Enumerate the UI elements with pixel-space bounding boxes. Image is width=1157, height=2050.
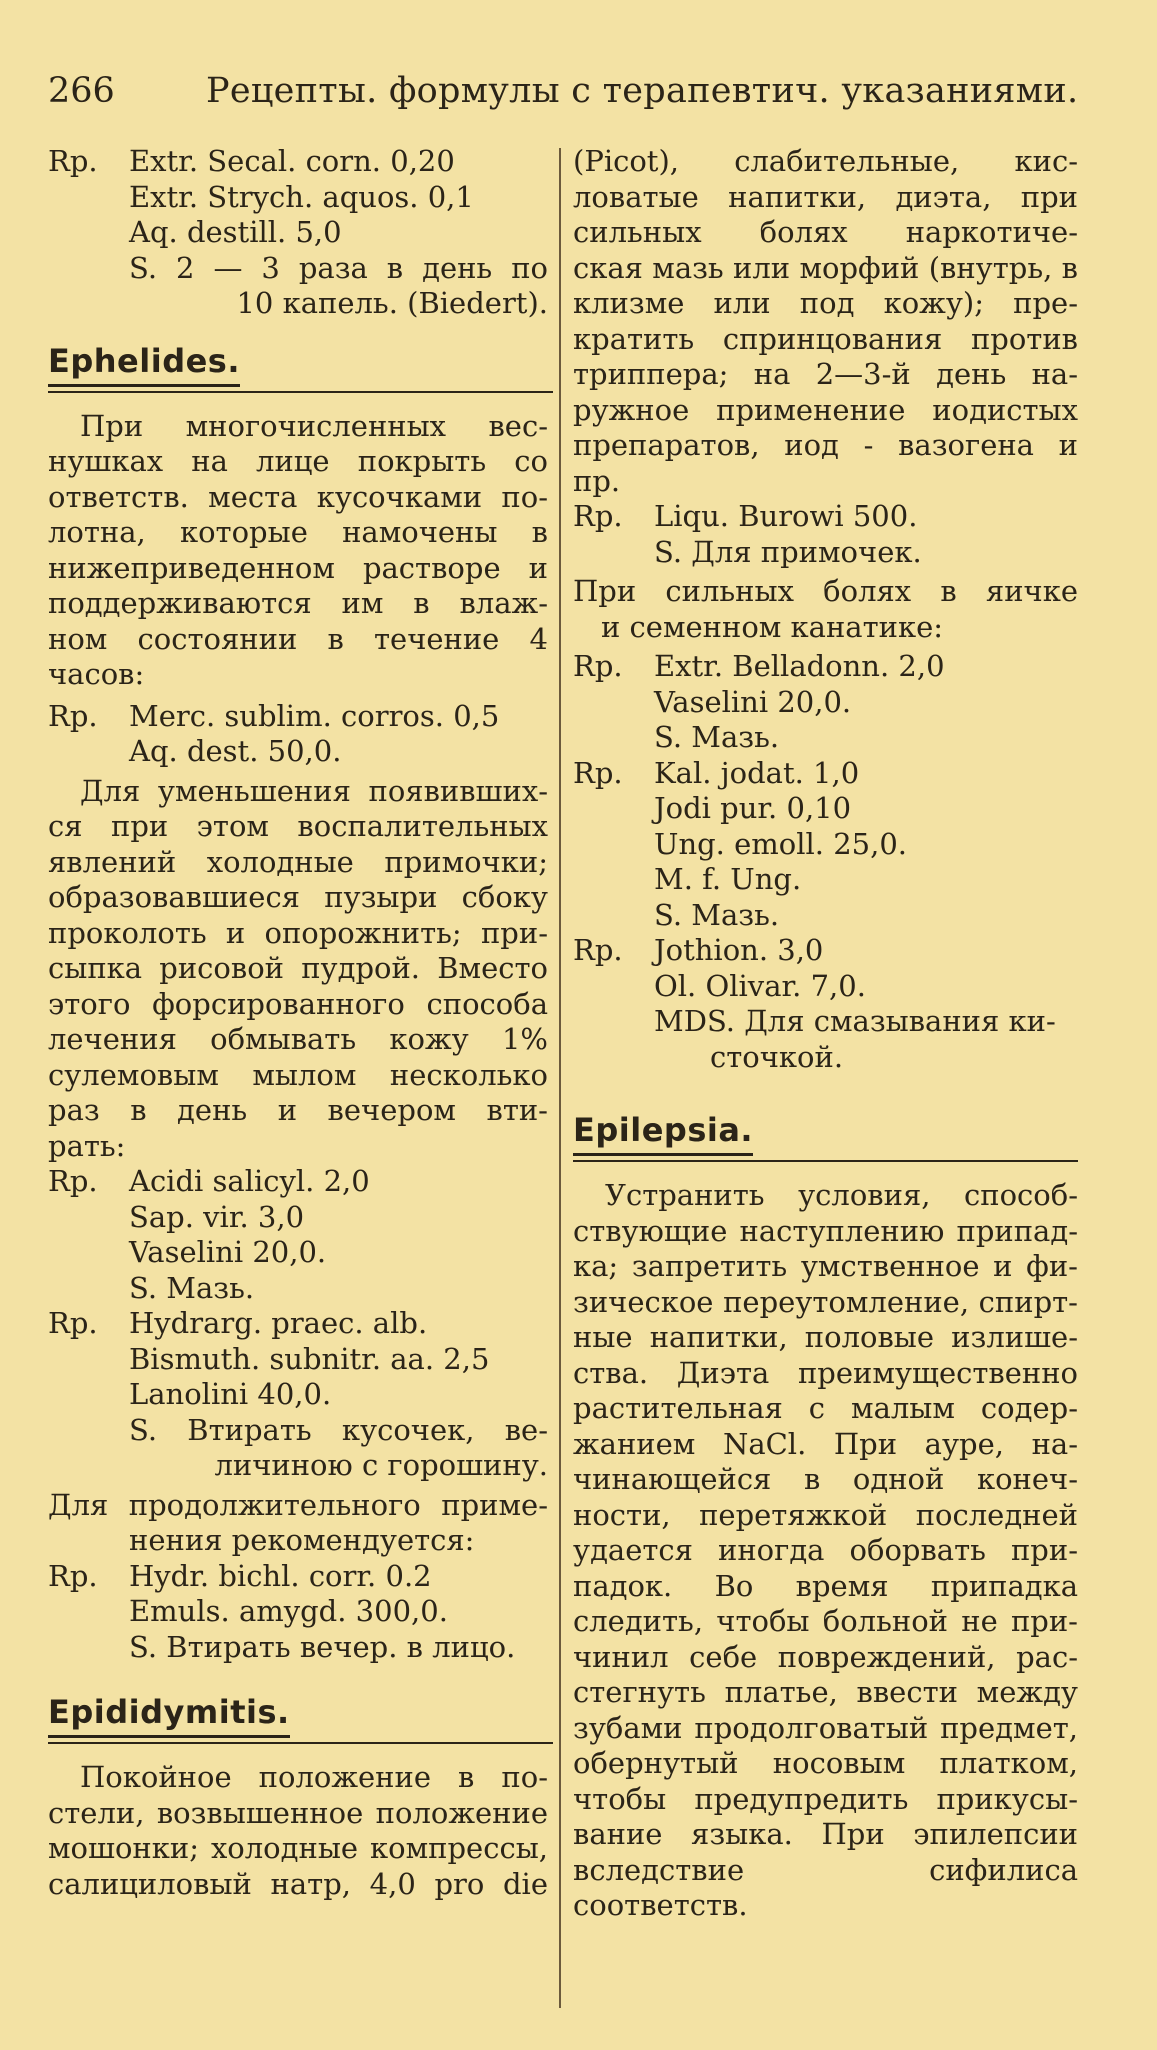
text-line: ская мазь или морфий (внутрь, в <box>573 250 1078 285</box>
text-line: рать: <box>48 1128 126 1163</box>
text-line: обернутый носовым платком, <box>573 1746 1078 1780</box>
recipe-burowi <box>573 499 1078 570</box>
recipe-prefix: Rp. <box>48 1558 98 1593</box>
recipe-line: Vaselini 20,0. <box>654 684 852 719</box>
recipe-line: Ung. emoll. 25,0. <box>654 826 908 861</box>
recipe-prefix: Rp. <box>573 499 623 533</box>
text-line: ствующие наступлению припад- <box>573 1213 1078 1248</box>
recipe-line: личиною с горошину. <box>214 1448 548 1482</box>
recipe-prefix: Rp. <box>573 933 623 967</box>
recipe-line: Aq. dest. 50,0. <box>129 734 342 768</box>
recipe-line: MDS. Для смазывания ки- <box>654 1004 1056 1038</box>
text-line: нения рекомендуется: <box>129 1523 475 1557</box>
text-line: чинил себе повреждений, рас- <box>573 1639 1078 1674</box>
recipe-line: M. f. Ung. <box>654 862 802 896</box>
recipe-line: Kal. jodat. 1,0 <box>654 755 860 790</box>
text-line: часов: <box>48 657 145 691</box>
running-title: Рецепты. формулы с терапевтич. указаниями. <box>206 71 1079 111</box>
recipe-line: Hydrarg. praec. alb. <box>129 1306 428 1340</box>
recipe-line: Liqu. Burowi 500. <box>654 499 918 533</box>
recipe-prefix: Rp. <box>573 755 623 790</box>
recipe-line: Extr. Belladonn. 2,0 <box>654 649 945 683</box>
text-line: препаратов, иод - вазогена и <box>573 428 1078 462</box>
text-line: вание языка. При эпилепсии <box>573 1817 1078 1851</box>
recipe-line: S. Втирать кусочек, ве- <box>129 1412 548 1447</box>
text-line: салициловый натр, 4,0 pro die <box>48 1866 548 1901</box>
text-line: следить, чтобы больной не при- <box>573 1604 1078 1638</box>
text-line: пр. <box>573 463 621 498</box>
text-line: ные напитки, половые излише- <box>573 1320 1078 1354</box>
recipe-line: Aq. destill. 5,0 <box>129 215 342 249</box>
epididymitis-paragraph <box>48 1760 548 1902</box>
text-line: зическое переутомление, спирт- <box>573 1284 1078 1319</box>
text-line: проколоть и опорожнить; при- <box>48 915 548 950</box>
recipe-line: Jodi pur. 0,10 <box>654 791 852 825</box>
text-line: стели, возвышенное положение <box>48 1795 548 1830</box>
text-line: раз в день и вечером вти- <box>48 1093 548 1127</box>
recipe-line: S. Мазь. <box>129 1270 255 1305</box>
section-heading-epilepsia: Epilepsia. <box>573 1109 753 1156</box>
recipe-line: сточкой. <box>710 1039 844 1074</box>
text-line: образовавшиеся пузыри сбоку <box>48 880 548 914</box>
heading-rule <box>48 391 553 393</box>
text-line: растительная с малым содер- <box>573 1391 1078 1425</box>
recipe-line: Merc. sublim. corros. 0,5 <box>129 698 500 733</box>
text-line: ности, перетяжкой последней <box>573 1497 1078 1532</box>
text-line: нушках на лице покрыть со <box>48 444 548 478</box>
column-divider <box>559 148 561 2008</box>
text-line: стегнуть платье, ввести между <box>573 1675 1078 1709</box>
recipe-kal-jodat <box>573 756 1078 934</box>
text-line: ном состоянии в течение 4 <box>48 621 548 656</box>
text-line: кратить спринцования против <box>573 321 1078 356</box>
text-line: Устранить условия, способ- <box>605 1178 1078 1212</box>
epilepsia-paragraph <box>573 1178 1078 1924</box>
recipe-secale <box>48 144 548 322</box>
recipe-merc <box>48 699 548 770</box>
text-line: Покойное положение в по- <box>80 1760 548 1794</box>
text-line: зубами продолговатый предмет, <box>573 1710 1078 1745</box>
recipe-line: S. Втирать вечер. в лицо. <box>129 1629 516 1664</box>
recipe-prefix: Rp. <box>48 1164 98 1198</box>
text-line: ловатые напитки, диэта, при <box>573 179 1078 214</box>
text-line: чинающейся в одной конеч- <box>573 1462 1078 1496</box>
text-line: Для продолжительного приме- <box>48 1487 548 1522</box>
recipe-line: Ol. Olivar. 7,0. <box>654 968 866 1003</box>
text-line: ответств. места кусочками по- <box>48 479 548 514</box>
text-line: этого форсированного способа <box>48 986 548 1021</box>
long-use-paragraph <box>48 1488 548 1559</box>
text-line: удается иногда оборвать при- <box>573 1533 1078 1567</box>
page-header <box>48 66 1108 116</box>
ephelides-paragraph-2 <box>48 774 548 1165</box>
recipe-prefix: Rp. <box>573 649 623 683</box>
recipe-hydrarg <box>48 1306 548 1484</box>
text-line: и семенном канатике: <box>601 609 944 644</box>
heading-rule <box>48 1742 553 1744</box>
recipe-line: Bismuth. subnitr. aa. 2,5 <box>129 1341 490 1376</box>
text-line: ружное применение иодистых <box>573 392 1078 427</box>
recipe-line: Vaselini 20,0. <box>129 1235 327 1269</box>
text-line: жанием NaCl. При ауре, на- <box>573 1426 1078 1461</box>
recipe-line: Extr. Secal. corn. 0,20 <box>129 144 455 178</box>
text-line: падок. Во время припадка <box>573 1568 1078 1603</box>
recipe-line: Jothion. 3,0 <box>654 933 824 967</box>
text-line: ства. Диэта преимущественно <box>573 1355 1078 1390</box>
ephelides-paragraph <box>48 409 548 693</box>
section-heading-epididymitis: Epididymitis. <box>48 1691 290 1738</box>
recipe-line: Hydr. bichl. corr. 0.2 <box>129 1558 432 1593</box>
text-line: сильных болях наркотиче- <box>573 215 1078 249</box>
continued-paragraph <box>573 144 1078 499</box>
left-column <box>48 144 548 1902</box>
text-line: триппера; на 2—3-й день на- <box>573 357 1078 391</box>
page-number: 266 <box>48 71 115 111</box>
recipe-acidi <box>48 1164 548 1306</box>
recipe-line: Sap. vir. 3,0 <box>129 1199 305 1234</box>
recipe-line: Acidi salicyl. 2,0 <box>129 1164 370 1198</box>
text-line: При многочисленных вес- <box>80 408 548 443</box>
recipe-prefix: Rp. <box>48 144 98 178</box>
recipe-line: S. Для примочек. <box>654 534 922 569</box>
recipe-jothion <box>573 933 1078 1075</box>
recipe-belladonna <box>573 649 1078 756</box>
recipe-prefix: Rp. <box>48 1306 98 1340</box>
text-line: сыпка рисовой пудрой. Вместо <box>48 951 548 985</box>
text-line: мошонки; холодные компрессы, <box>48 1831 548 1865</box>
text-line: ка; запретить умственное и фи- <box>573 1249 1078 1283</box>
recipe-line: S. Мазь. <box>654 720 780 754</box>
right-column <box>573 144 1078 1924</box>
recipe-prefix: Rp. <box>48 698 98 733</box>
recipe-line: S. 2 — 3 раза в день по <box>129 250 548 285</box>
section-heading-ephelides: Ephelides. <box>48 340 240 387</box>
text-line: вследствие сифилиса соответств. <box>573 1852 1078 1922</box>
text-line: сулемовым мылом несколько <box>48 1057 548 1092</box>
text-line: чтобы предупредить прикусы- <box>573 1781 1078 1816</box>
recipe-line: Extr. Strych. aquos. 0,1 <box>129 179 474 214</box>
recipe-line: 10 капель. (Biedert). <box>236 286 548 320</box>
text-line: (Picot), слабительные, кис- <box>573 144 1078 178</box>
text-line: нижеприведенном растворе и <box>48 550 548 585</box>
testicle-paragraph <box>573 574 1078 645</box>
text-line: явлений холодные примочки; <box>48 844 548 879</box>
text-line: лотна, которые намочены в <box>48 515 548 549</box>
recipe-line: S. Мазь. <box>654 897 780 932</box>
text-line: При сильных болях в яичке <box>573 574 1078 608</box>
heading-rule <box>573 1160 1078 1162</box>
text-line: поддерживаются им в влаж- <box>48 586 548 620</box>
text-line: ся при этом воспалительных <box>48 809 548 843</box>
text-line: Для уменьшения появивших- <box>80 773 548 808</box>
text-line: лечения обмывать кожу 1% <box>48 1022 548 1056</box>
recipe-line: Emuls. amygd. 300,0. <box>129 1594 448 1628</box>
recipe-hydr-bichl <box>48 1559 548 1666</box>
text-line: клизме или под кожу); пре- <box>573 286 1078 320</box>
recipe-line: Lanolini 40,0. <box>129 1377 332 1411</box>
